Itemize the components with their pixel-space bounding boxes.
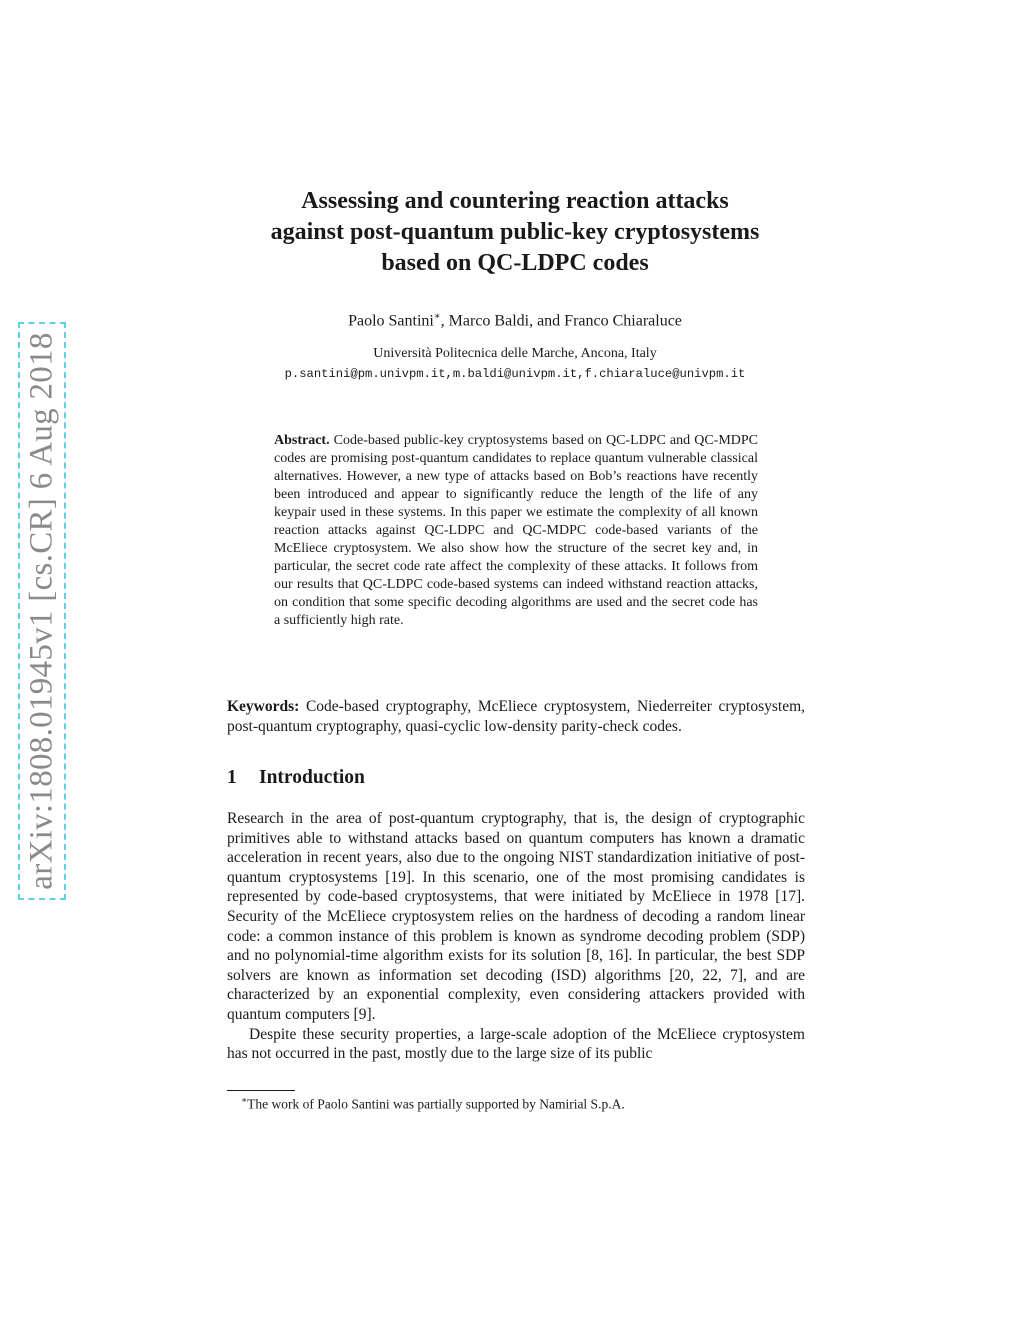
paragraph-1: Research in the area of post-quantum cryptography, that is, the design of cryptographic primitives able to withstand attacks based on quantum computers has known a dramatic acceleration in recent years, also due to the ongoing NIST standardization initiative of post-quantum cryptosystems [19]. In this scenario, one of the most promising candidates is represented by code-based cryptosystems, that were initiated by McEliece in 1978 [17]. Security of the McEliece cryptosystem relies on the hardness of decoding a random linear code: a common instance of this problem is known as syndrome decoding problem (SDP) and no polynomial-time algorithm exists for its solution [8, 16]. In particular, the best SDP solvers are known as information set decoding (ISD) algorithms [20, 22, 7], and are characterized by an exponential complexity, even considering attackers provided with quantum computers [9].	[227, 810, 805, 1023]
footnote-divider	[227, 1090, 295, 1091]
author-emails: p.santini@pm.univpm.it,m.baldi@univpm.it,f.chiaraluce@univpm.it	[284, 367, 746, 381]
footnote-text: The work of Paolo Santini was partially supported by Namirial S.p.A.	[247, 1096, 625, 1112]
title-line-1: Assessing and countering reaction attacks	[301, 188, 729, 214]
abstract-text: Code-based public-key cryptosystems based on QC-LDPC and QC-MDPC codes are promising post-quantum candidates to replace quantum vulnerable classical alternatives. However, a new type of attacks based on Bob’s reactions have recently been introduced and appear to significantly reduce the length of the life of any keypair used in these systems. In this paper we estimate the complexity of all known reaction attacks against QC-LDPC and QC-MDPC code-based variants of the McEliece cryptosystem. We also show how the structure of the secret key and, in particular, the secret code rate affect the complexity of these attacks. It follows from our results that QC-LDPC code-based systems can indeed withstand reaction attacks, on condition that some specific decoding algorithms are used and the secret code has a sufficiently high rate.	[274, 433, 758, 628]
arxiv-identifier-stamp	[18, 322, 66, 900]
section-number: 1	[227, 767, 237, 788]
arxiv-identifier-text: arXiv:1808.01945v1 [cs.CR] 6 Aug 2018	[23, 332, 60, 890]
section-title: Introduction	[259, 767, 365, 788]
keywords-label: Keywords:	[227, 698, 300, 715]
introduction-body	[227, 809, 805, 1064]
section-heading	[227, 767, 365, 789]
author-list	[200, 311, 830, 330]
paper-title	[200, 186, 830, 279]
abstract-label: Abstract.	[274, 433, 330, 448]
footnote	[227, 1095, 805, 1113]
keywords	[227, 697, 805, 737]
footnote-mark: ∗	[241, 1095, 248, 1105]
first-author: Paolo Santini	[348, 312, 434, 330]
abstract	[274, 432, 758, 630]
paragraph-2: Despite these security properties, a large-scale adoption of the McEliece cryptosystem has not occurred in the past, mostly due to the large size of its public	[227, 1025, 805, 1063]
affiliation: Università Politecnica delle Marche, Ancona, Italy	[373, 346, 657, 361]
footnote-mark: ∗	[433, 311, 441, 322]
keywords-text: Code-based cryptography, McEliece cryptosystem, Niederreiter cryptosystem, post-quantum cryptography, quasi-cyclic low-density parity-check codes.	[227, 698, 805, 735]
other-authors: , Marco Baldi, and Franco Chiaraluce	[440, 312, 682, 330]
title-line-2: against post-quantum public-key cryptosystems	[270, 219, 760, 245]
title-line-3: based on QC-LDPC codes	[381, 250, 649, 276]
